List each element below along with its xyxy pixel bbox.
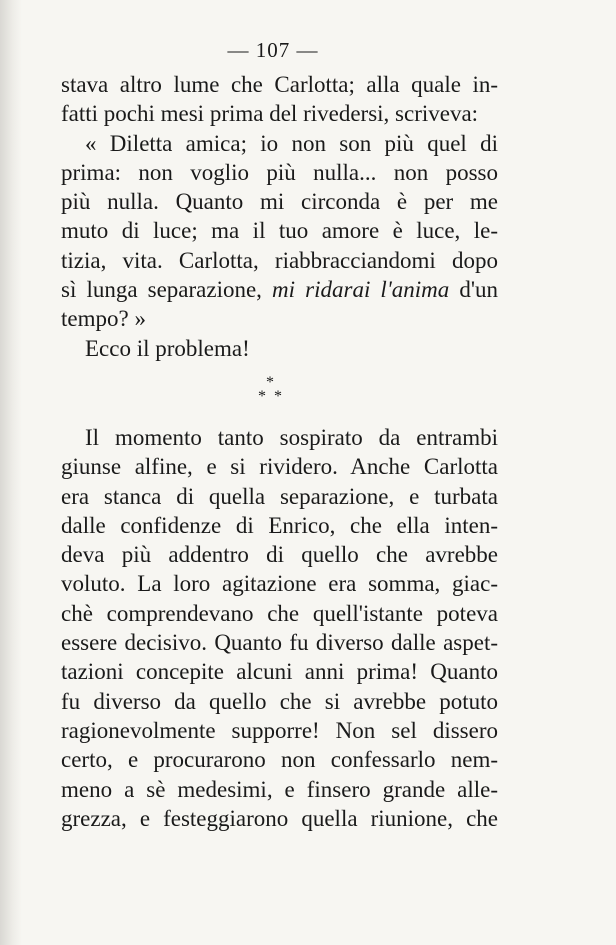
text-line: ragionevolmente supporre! Non sel dissero [61,717,498,743]
text-line: fu diverso da quello che si avrebbe potuto [61,688,498,714]
separator-star: * [258,387,266,405]
text-line: tizia, vita. Carlotta, riabbracciandomi dopo [61,247,498,273]
text-line: più nulla. Quanto mi circonda è per me [61,189,498,215]
separator-star: * [266,373,274,391]
text-line: deva più addentro di quello che avrebbe [61,542,498,568]
text-block [61,70,498,833]
text-line: voluto. La loro agitazione era somma, giac- [61,571,498,597]
text-line: giunse alfine, e si rividero. Anche Carlotta [61,454,498,480]
text-line: fatti pochi mesi prima del rivedersi, scriveva: [61,101,479,127]
text-line: chè comprendevano che quell'istante poteva [61,600,498,626]
text-line: tazioni concepite alcuni anni prima! Quanto [61,659,498,685]
text-line: era stanca di quella separazione, e turbata [61,483,498,509]
separator-star: * [274,387,282,405]
text-line: grezza, e festeggiarono quella riunione, che [61,805,498,831]
text-line: muto di luce; ma il tuo amore è luce, le- [61,218,498,244]
text-line: prima: non voglio più nulla... non posso [61,159,498,185]
page-gutter [0,0,22,945]
text-line: « Diletta amica; io non son più quel di [85,130,498,156]
text-line: dalle confidenze di Enrico, che ella inten- [61,512,498,538]
text-line: Il momento tanto sospirato da entrambi [85,424,498,450]
italic-phrase: mi ridarai l'anima [272,277,450,303]
closing-line: Ecco il problema! [85,335,250,361]
text-line: stava altro lume che Carlotta; alla quale in- [61,72,498,97]
page-number: — 107 — [227,38,319,62]
text-line: certo, e procurarono non confessarlo nem- [61,747,498,773]
text-line: meno a sè medesimi, e finsero grande alle- [61,776,498,802]
section-separator [61,363,498,423]
text-line: essere decisivo. Quanto fu diverso dalle aspet- [61,630,498,656]
text-line: tempo? » [61,306,146,332]
text-run: d'un [459,277,498,303]
text-line-with-italic [61,275,498,304]
text-run: sì lunga separazione, [61,277,262,303]
